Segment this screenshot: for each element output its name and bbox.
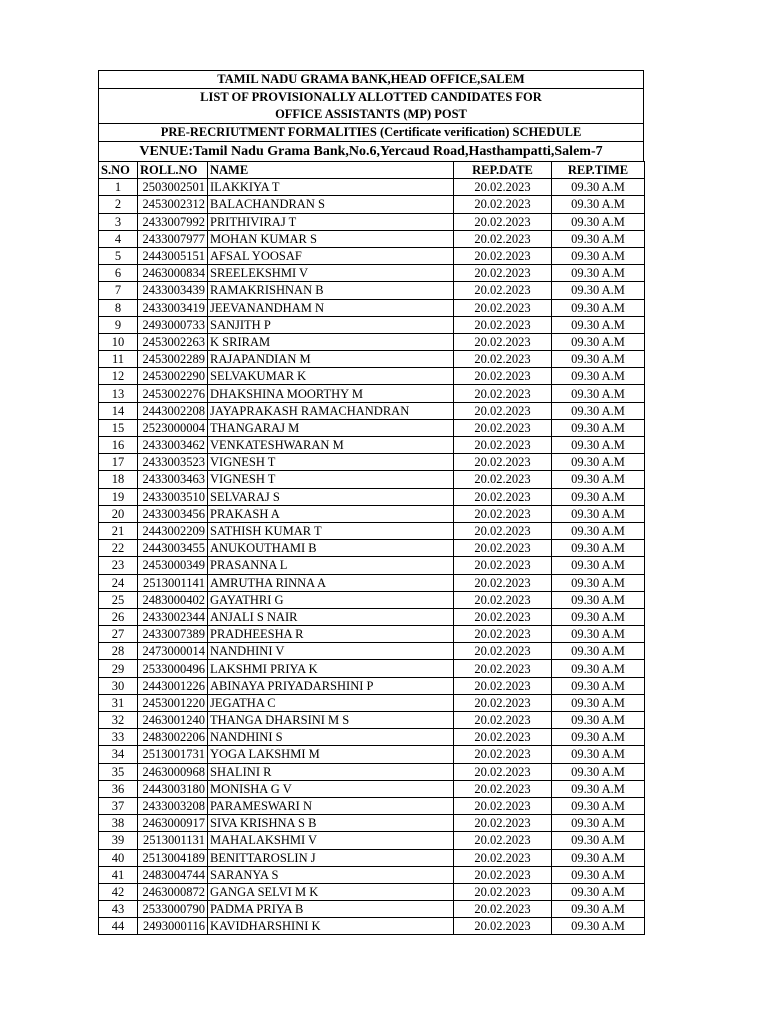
cell-sno: 1 (99, 179, 138, 196)
cell-sno: 37 (99, 797, 138, 814)
cell-repdate: 20.02.2023 (454, 213, 552, 230)
cell-name: K SRIRAM (208, 333, 454, 350)
cell-sno: 33 (99, 729, 138, 746)
cell-rollno: 2473000014 (138, 643, 208, 660)
header-schedule-title (99, 124, 643, 142)
cell-rollno: 2443002209 (138, 522, 208, 539)
cell-sno: 4 (99, 230, 138, 247)
table-row (99, 437, 645, 454)
cell-name: SATHISH KUMAR T (208, 522, 454, 539)
cell-repdate: 20.02.2023 (454, 265, 552, 282)
cell-rollno: 2513001731 (138, 746, 208, 763)
cell-rollno: 2443005151 (138, 247, 208, 264)
cell-reptime: 09.30 A.M (552, 230, 645, 247)
cell-rollno: 2463000872 (138, 883, 208, 900)
cell-reptime: 09.30 A.M (552, 488, 645, 505)
cell-repdate: 20.02.2023 (454, 437, 552, 454)
cell-sno: 38 (99, 815, 138, 832)
header-venue: VENUE:Tamil Nadu Grama Bank,No.6,Yercaud Road,Hasthampatti,Salem-7 (139, 144, 603, 159)
cell-rollno: 2433003462 (138, 437, 208, 454)
cell-repdate: 20.02.2023 (454, 351, 552, 368)
col-header-name: NAME (208, 162, 454, 179)
cell-rollno: 2453001220 (138, 694, 208, 711)
table-row (99, 883, 645, 900)
cell-name: RAMAKRISHNAN B (208, 282, 454, 299)
cell-name: NANDHINI S (208, 729, 454, 746)
cell-rollno: 2433007977 (138, 230, 208, 247)
cell-sno: 44 (99, 918, 138, 935)
cell-name: VIGNESH T (208, 454, 454, 471)
cell-sno: 19 (99, 488, 138, 505)
cell-rollno: 2433003439 (138, 282, 208, 299)
table-row (99, 299, 645, 316)
cell-name: SANJITH P (208, 316, 454, 333)
cell-name: AMRUTHA RINNA A (208, 574, 454, 591)
cell-reptime: 09.30 A.M (552, 282, 645, 299)
col-header-rollno: ROLL.NO (138, 162, 208, 179)
cell-sno: 32 (99, 712, 138, 729)
table-row (99, 316, 645, 333)
cell-name: RAJAPANDIAN M (208, 351, 454, 368)
cell-name: VIGNESH T (208, 471, 454, 488)
cell-reptime: 09.30 A.M (552, 832, 645, 849)
header-post-title: OFFICE ASSISTANTS (MP) POST (99, 106, 643, 124)
cell-name: PRADHEESHA R (208, 626, 454, 643)
cell-repdate: 20.02.2023 (454, 402, 552, 419)
cell-reptime: 09.30 A.M (552, 265, 645, 282)
cell-rollno: 2443002208 (138, 402, 208, 419)
cell-repdate: 20.02.2023 (454, 385, 552, 402)
table-row (99, 591, 645, 608)
col-header-repdate: REP.DATE (454, 162, 552, 179)
table-row (99, 282, 645, 299)
cell-name: JAYAPRAKASH RAMACHANDRAN (208, 402, 454, 419)
cell-name: GAYATHRI G (208, 591, 454, 608)
cell-sno: 9 (99, 316, 138, 333)
cell-repdate: 20.02.2023 (454, 729, 552, 746)
cell-name: SHALINI R (208, 763, 454, 780)
cell-rollno: 2443001226 (138, 677, 208, 694)
cell-sno: 15 (99, 419, 138, 436)
table-row (99, 247, 645, 264)
cell-reptime: 09.30 A.M (552, 883, 645, 900)
cell-reptime: 09.30 A.M (552, 694, 645, 711)
cell-repdate: 20.02.2023 (454, 918, 552, 935)
cell-rollno: 2533000790 (138, 901, 208, 918)
cell-sno: 14 (99, 402, 138, 419)
table-row (99, 780, 645, 797)
cell-name: YOGA LAKSHMI M (208, 746, 454, 763)
table-row (99, 574, 645, 591)
cell-repdate: 20.02.2023 (454, 454, 552, 471)
cell-sno: 34 (99, 746, 138, 763)
cell-repdate: 20.02.2023 (454, 574, 552, 591)
cell-name: THANGARAJ M (208, 419, 454, 436)
cell-reptime: 09.30 A.M (552, 849, 645, 866)
table-row (99, 660, 645, 677)
table-row (99, 626, 645, 643)
cell-repdate: 20.02.2023 (454, 316, 552, 333)
cell-sno: 26 (99, 608, 138, 625)
cell-repdate: 20.02.2023 (454, 901, 552, 918)
cell-reptime: 09.30 A.M (552, 437, 645, 454)
cell-reptime: 09.30 A.M (552, 763, 645, 780)
cell-rollno: 2483004744 (138, 866, 208, 883)
cell-repdate: 20.02.2023 (454, 505, 552, 522)
cell-reptime: 09.30 A.M (552, 196, 645, 213)
cell-repdate: 20.02.2023 (454, 522, 552, 539)
cell-reptime: 09.30 A.M (552, 179, 645, 196)
cell-rollno: 2513001131 (138, 832, 208, 849)
cell-rollno: 2463000968 (138, 763, 208, 780)
cell-rollno: 2433003523 (138, 454, 208, 471)
cell-name: SIVA KRISHNA S B (208, 815, 454, 832)
table-header-row (99, 162, 645, 179)
cell-reptime: 09.30 A.M (552, 729, 645, 746)
cell-reptime: 09.30 A.M (552, 471, 645, 488)
cell-reptime: 09.30 A.M (552, 213, 645, 230)
cell-reptime: 09.30 A.M (552, 540, 645, 557)
cell-repdate: 20.02.2023 (454, 712, 552, 729)
cell-name: ABINAYA PRIYADARSHINI P (208, 677, 454, 694)
cell-sno: 25 (99, 591, 138, 608)
cell-rollno: 2433003463 (138, 471, 208, 488)
cell-name: DHAKSHINA MOORTHY M (208, 385, 454, 402)
cell-reptime: 09.30 A.M (552, 454, 645, 471)
cell-name: ANUKOUTHAMI B (208, 540, 454, 557)
cell-rollno: 2463001240 (138, 712, 208, 729)
col-header-sno: S.NO (99, 162, 138, 179)
cell-repdate: 20.02.2023 (454, 419, 552, 436)
cell-name: MONISHA G V (208, 780, 454, 797)
cell-repdate: 20.02.2023 (454, 557, 552, 574)
cell-sno: 3 (99, 213, 138, 230)
cell-repdate: 20.02.2023 (454, 230, 552, 247)
table-row (99, 729, 645, 746)
cell-repdate: 20.02.2023 (454, 488, 552, 505)
cell-repdate: 20.02.2023 (454, 247, 552, 264)
cell-name: JEGATHA C (208, 694, 454, 711)
cell-rollno: 2493000116 (138, 918, 208, 935)
cell-sno: 18 (99, 471, 138, 488)
table-row (99, 333, 645, 350)
cell-repdate: 20.02.2023 (454, 746, 552, 763)
cell-reptime: 09.30 A.M (552, 522, 645, 539)
cell-sno: 8 (99, 299, 138, 316)
cell-reptime: 09.30 A.M (552, 608, 645, 625)
cell-reptime: 09.30 A.M (552, 626, 645, 643)
cell-repdate: 20.02.2023 (454, 179, 552, 196)
cell-repdate: 20.02.2023 (454, 626, 552, 643)
cell-rollno: 2533000496 (138, 660, 208, 677)
cell-reptime: 09.30 A.M (552, 815, 645, 832)
cell-reptime: 09.30 A.M (552, 780, 645, 797)
cell-repdate: 20.02.2023 (454, 832, 552, 849)
table-row (99, 385, 645, 402)
table-row (99, 815, 645, 832)
table-body (99, 179, 645, 935)
cell-name: MAHALAKSHMI V (208, 832, 454, 849)
cell-name: SREELEKSHMI V (208, 265, 454, 282)
cell-sno: 39 (99, 832, 138, 849)
header-bank-title: TAMIL NADU GRAMA BANK,HEAD OFFICE,SALEM (99, 71, 643, 89)
table-row (99, 522, 645, 539)
cell-rollno: 2463000834 (138, 265, 208, 282)
table-row (99, 797, 645, 814)
cell-reptime: 09.30 A.M (552, 660, 645, 677)
cell-repdate: 20.02.2023 (454, 780, 552, 797)
table-row (99, 608, 645, 625)
cell-rollno: 2483002206 (138, 729, 208, 746)
cell-rollno: 2443003455 (138, 540, 208, 557)
cell-reptime: 09.30 A.M (552, 557, 645, 574)
header-schedule-part-b: (Certificate verification) SCHEDULE (379, 125, 582, 139)
table-row (99, 832, 645, 849)
cell-repdate: 20.02.2023 (454, 763, 552, 780)
cell-sno: 28 (99, 643, 138, 660)
cell-reptime: 09.30 A.M (552, 333, 645, 350)
cell-sno: 11 (99, 351, 138, 368)
cell-sno: 29 (99, 660, 138, 677)
cell-rollno: 2453002263 (138, 333, 208, 350)
table-row (99, 712, 645, 729)
cell-reptime: 09.30 A.M (552, 712, 645, 729)
cell-sno: 23 (99, 557, 138, 574)
cell-rollno: 2433003419 (138, 299, 208, 316)
cell-name: BENITTAROSLIN J (208, 849, 454, 866)
cell-name: JEEVANANDHAM N (208, 299, 454, 316)
cell-name: PRASANNA L (208, 557, 454, 574)
cell-name: SELVARAJ S (208, 488, 454, 505)
table-row (99, 643, 645, 660)
schedule-document (98, 70, 644, 935)
cell-name: ILAKKIYA T (208, 179, 454, 196)
cell-name: BALACHANDRAN S (208, 196, 454, 213)
cell-sno: 2 (99, 196, 138, 213)
cell-sno: 30 (99, 677, 138, 694)
cell-sno: 10 (99, 333, 138, 350)
table-row (99, 540, 645, 557)
header-schedule-part-a: PRE-RECRIUTMENT FORMALITIES (160, 125, 377, 139)
cell-sno: 27 (99, 626, 138, 643)
cell-name: LAKSHMI PRIYA K (208, 660, 454, 677)
table-row (99, 419, 645, 436)
cell-reptime: 09.30 A.M (552, 677, 645, 694)
cell-rollno: 2513004189 (138, 849, 208, 866)
cell-sno: 20 (99, 505, 138, 522)
cell-rollno: 2513001141 (138, 574, 208, 591)
cell-sno: 41 (99, 866, 138, 883)
table-row (99, 763, 645, 780)
cell-rollno: 2433003456 (138, 505, 208, 522)
cell-name: VENKATESHWARAN M (208, 437, 454, 454)
cell-sno: 22 (99, 540, 138, 557)
cell-rollno: 2523000004 (138, 419, 208, 436)
cell-reptime: 09.30 A.M (552, 797, 645, 814)
cell-reptime: 09.30 A.M (552, 746, 645, 763)
document-header (98, 70, 644, 161)
cell-name: PRAKASH A (208, 505, 454, 522)
cell-name: KAVIDHARSHINI K (208, 918, 454, 935)
table-row (99, 866, 645, 883)
cell-name: PRITHIVIRAJ T (208, 213, 454, 230)
cell-repdate: 20.02.2023 (454, 333, 552, 350)
cell-reptime: 09.30 A.M (552, 505, 645, 522)
cell-sno: 36 (99, 780, 138, 797)
table-row (99, 677, 645, 694)
cell-rollno: 2503002501 (138, 179, 208, 196)
cell-sno: 17 (99, 454, 138, 471)
cell-sno: 7 (99, 282, 138, 299)
cell-repdate: 20.02.2023 (454, 368, 552, 385)
table-row (99, 368, 645, 385)
cell-repdate: 20.02.2023 (454, 591, 552, 608)
cell-name: THANGA DHARSINI M S (208, 712, 454, 729)
cell-repdate: 20.02.2023 (454, 797, 552, 814)
col-header-reptime: REP.TIME (552, 162, 645, 179)
cell-repdate: 20.02.2023 (454, 540, 552, 557)
table-row (99, 230, 645, 247)
cell-reptime: 09.30 A.M (552, 901, 645, 918)
cell-repdate: 20.02.2023 (454, 849, 552, 866)
cell-rollno: 2453000349 (138, 557, 208, 574)
cell-rollno: 2463000917 (138, 815, 208, 832)
cell-rollno: 2453002290 (138, 368, 208, 385)
cell-name: NANDHINI V (208, 643, 454, 660)
cell-sno: 16 (99, 437, 138, 454)
cell-repdate: 20.02.2023 (454, 643, 552, 660)
cell-reptime: 09.30 A.M (552, 385, 645, 402)
cell-repdate: 20.02.2023 (454, 282, 552, 299)
cell-repdate: 20.02.2023 (454, 299, 552, 316)
table-row (99, 471, 645, 488)
table-row (99, 265, 645, 282)
cell-reptime: 09.30 A.M (552, 591, 645, 608)
table-row (99, 694, 645, 711)
cell-rollno: 2453002312 (138, 196, 208, 213)
table-row (99, 213, 645, 230)
cell-repdate: 20.02.2023 (454, 677, 552, 694)
table-row (99, 505, 645, 522)
cell-name: PARAMESWARI N (208, 797, 454, 814)
cell-sno: 13 (99, 385, 138, 402)
cell-repdate: 20.02.2023 (454, 866, 552, 883)
cell-repdate: 20.02.2023 (454, 608, 552, 625)
cell-reptime: 09.30 A.M (552, 419, 645, 436)
cell-rollno: 2453002276 (138, 385, 208, 402)
table-row (99, 454, 645, 471)
cell-reptime: 09.30 A.M (552, 368, 645, 385)
cell-name: SARANYA S (208, 866, 454, 883)
candidates-table (98, 161, 645, 935)
table-row (99, 901, 645, 918)
cell-repdate: 20.02.2023 (454, 196, 552, 213)
table-row (99, 557, 645, 574)
cell-name: MOHAN KUMAR S (208, 230, 454, 247)
table-row (99, 196, 645, 213)
table-row (99, 849, 645, 866)
cell-sno: 24 (99, 574, 138, 591)
cell-sno: 40 (99, 849, 138, 866)
cell-reptime: 09.30 A.M (552, 866, 645, 883)
cell-reptime: 09.30 A.M (552, 351, 645, 368)
cell-repdate: 20.02.2023 (454, 471, 552, 488)
cell-rollno: 2433003510 (138, 488, 208, 505)
cell-sno: 31 (99, 694, 138, 711)
cell-reptime: 09.30 A.M (552, 643, 645, 660)
cell-repdate: 20.02.2023 (454, 815, 552, 832)
cell-sno: 21 (99, 522, 138, 539)
cell-sno: 43 (99, 901, 138, 918)
cell-repdate: 20.02.2023 (454, 694, 552, 711)
cell-name: ANJALI S NAIR (208, 608, 454, 625)
cell-name: SELVAKUMAR K (208, 368, 454, 385)
cell-rollno: 2453002289 (138, 351, 208, 368)
cell-name: AFSAL YOOSAF (208, 247, 454, 264)
table-row (99, 402, 645, 419)
cell-reptime: 09.30 A.M (552, 574, 645, 591)
cell-rollno: 2483000402 (138, 591, 208, 608)
table-row (99, 488, 645, 505)
cell-repdate: 20.02.2023 (454, 883, 552, 900)
cell-reptime: 09.30 A.M (552, 299, 645, 316)
cell-reptime: 09.30 A.M (552, 918, 645, 935)
cell-sno: 5 (99, 247, 138, 264)
table-row (99, 918, 645, 935)
cell-sno: 6 (99, 265, 138, 282)
cell-sno: 42 (99, 883, 138, 900)
cell-rollno: 2433003208 (138, 797, 208, 814)
cell-reptime: 09.30 A.M (552, 247, 645, 264)
header-list-title: LIST OF PROVISIONALLY ALLOTTED CANDIDATES FOR (200, 90, 542, 104)
table-row (99, 179, 645, 196)
table-row (99, 746, 645, 763)
cell-name: PADMA PRIYA B (208, 901, 454, 918)
cell-name: GANGA SELVI M K (208, 883, 454, 900)
cell-rollno: 2433007992 (138, 213, 208, 230)
cell-reptime: 09.30 A.M (552, 402, 645, 419)
cell-rollno: 2443003180 (138, 780, 208, 797)
cell-sno: 35 (99, 763, 138, 780)
cell-rollno: 2493000733 (138, 316, 208, 333)
table-row (99, 351, 645, 368)
cell-rollno: 2433002344 (138, 608, 208, 625)
cell-reptime: 09.30 A.M (552, 316, 645, 333)
cell-repdate: 20.02.2023 (454, 660, 552, 677)
cell-sno: 12 (99, 368, 138, 385)
cell-rollno: 2433007389 (138, 626, 208, 643)
